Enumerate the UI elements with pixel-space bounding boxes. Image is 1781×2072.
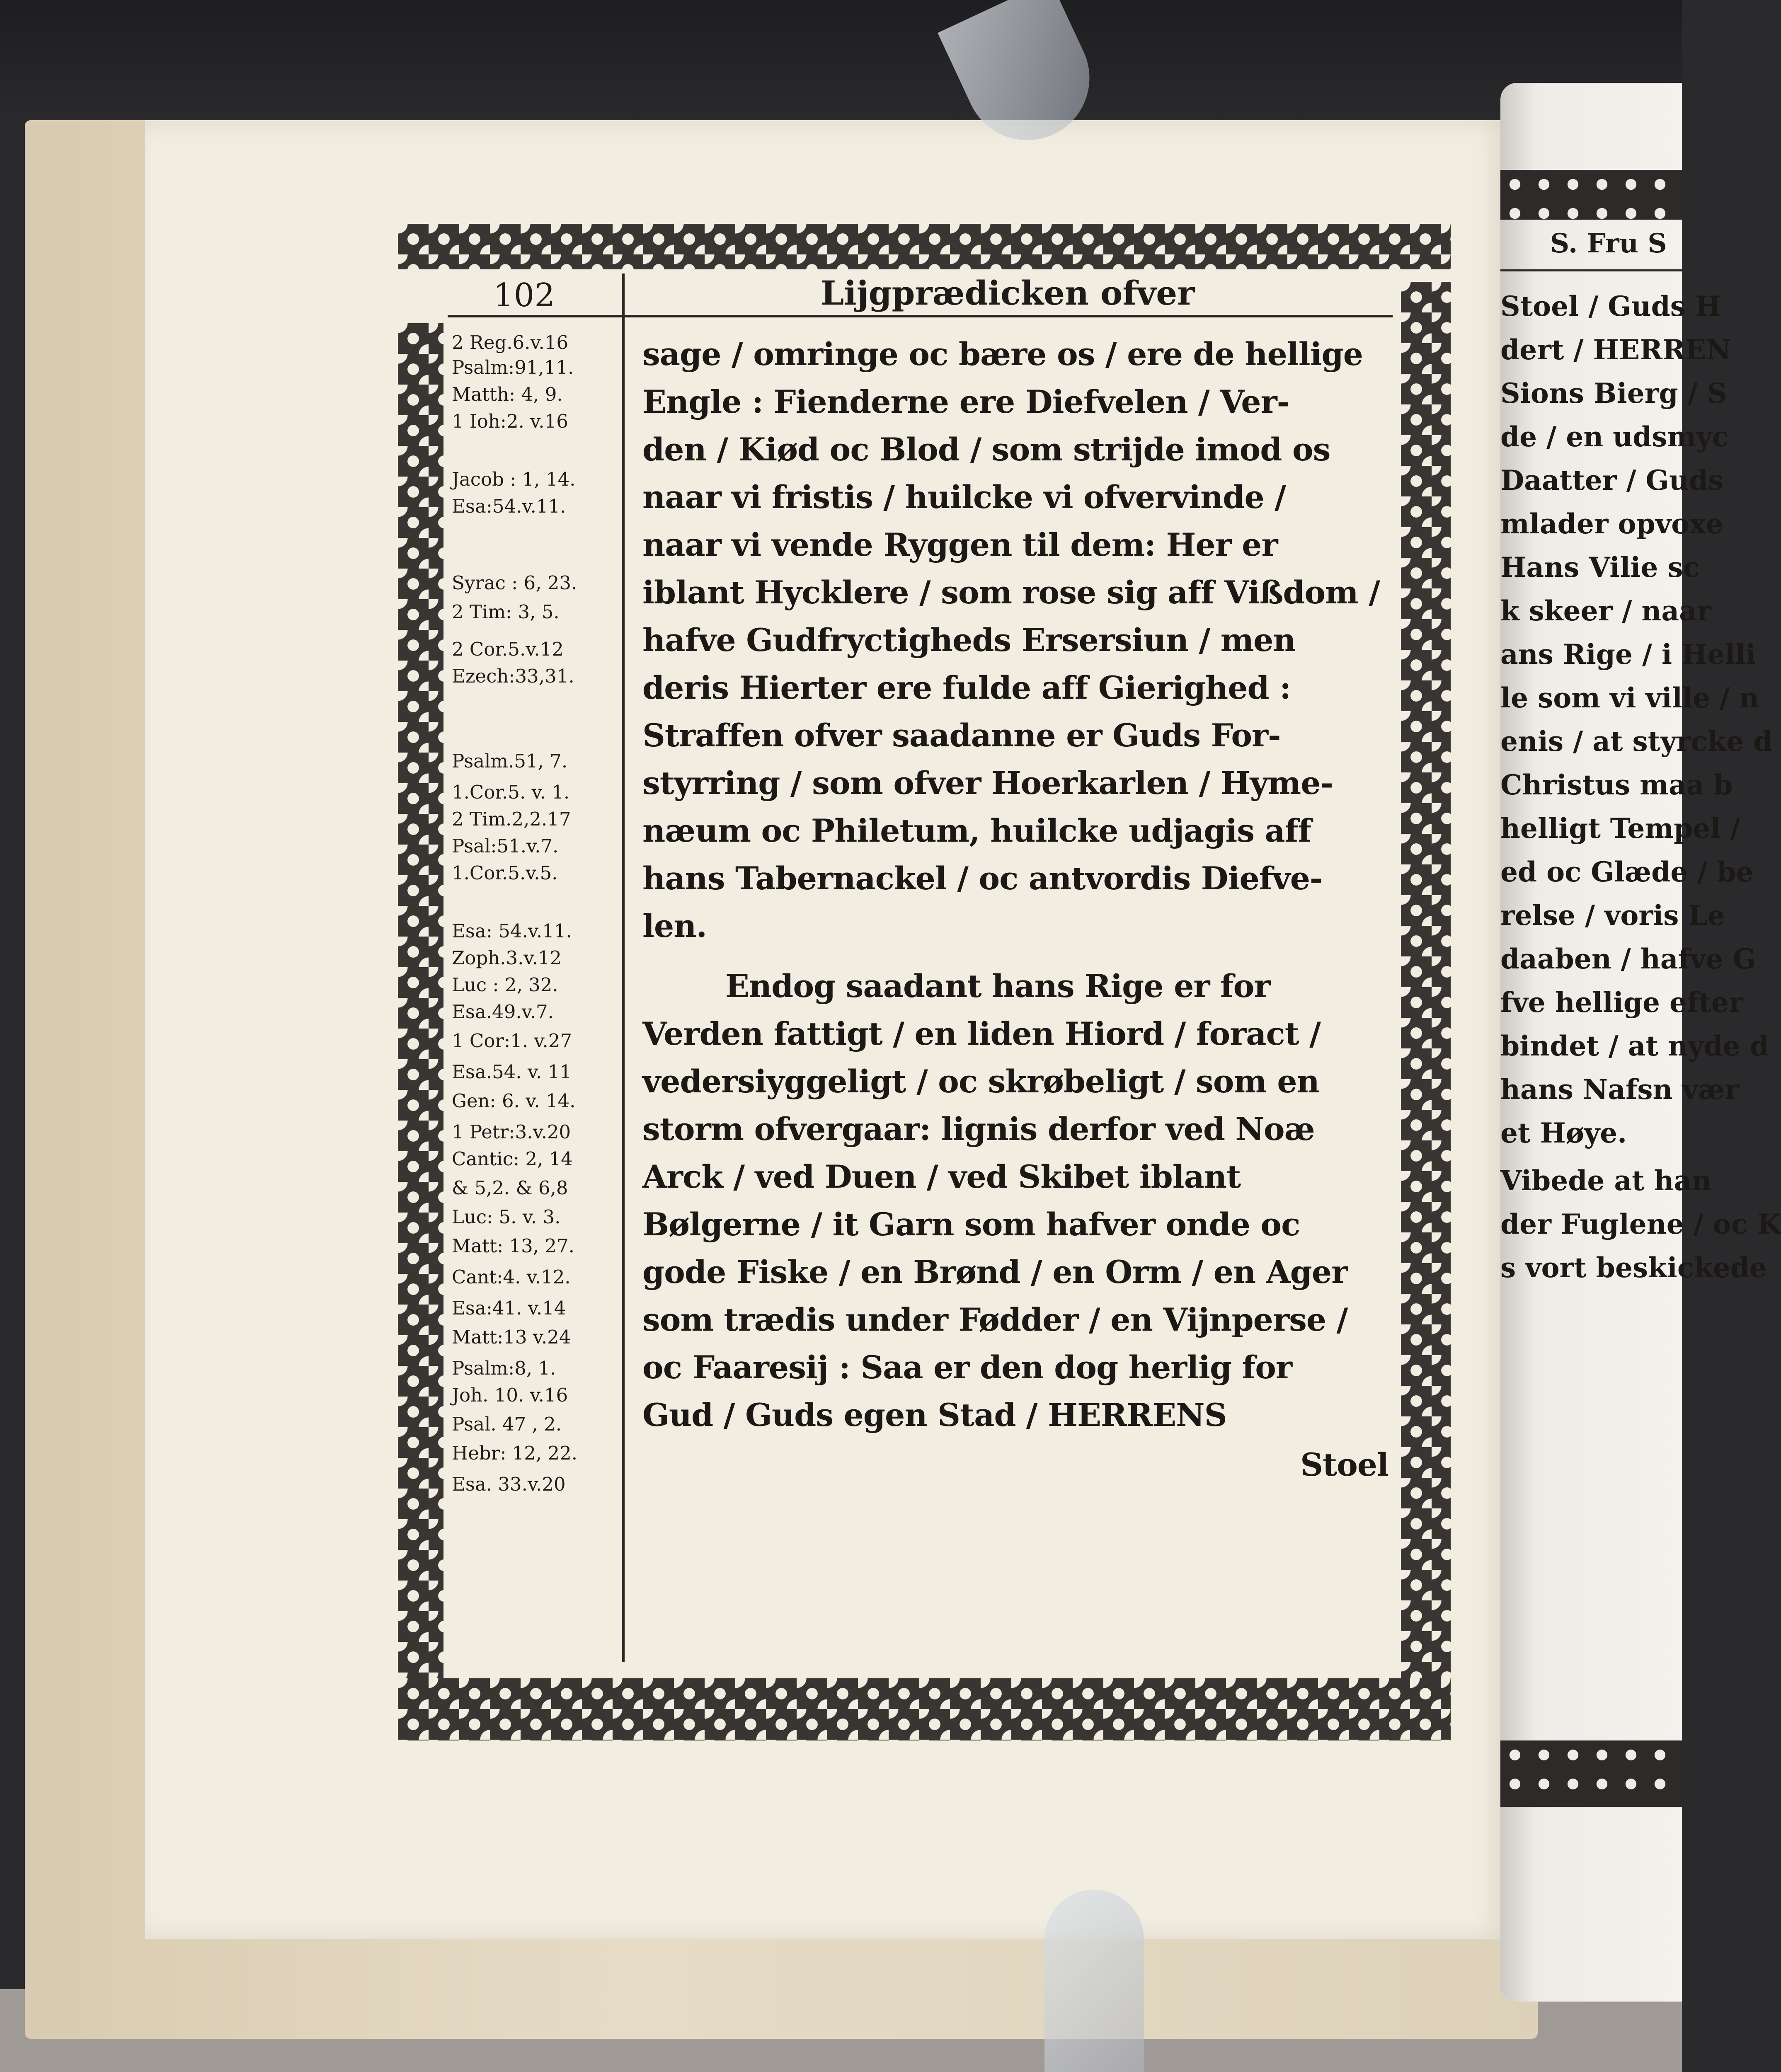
- margin-note: Esa.54. v. 11: [452, 1061, 572, 1083]
- margin-note: Cantic: 2, 14: [452, 1148, 573, 1170]
- catchword: Stoel: [1300, 1446, 1388, 1483]
- margin-note: 1 Petr:3.v.20: [452, 1121, 571, 1143]
- facing-text-line: enis / at styrcke d: [1500, 725, 1773, 758]
- margin-note: Matt: 13, 27.: [452, 1235, 574, 1257]
- text-line: næum oc Philetum, huilcke udjagis aff: [642, 812, 1311, 849]
- page-clip-bottom: [1044, 1890, 1144, 2072]
- margin-note: Psal:51.v.7.: [452, 835, 559, 857]
- body-text: [642, 336, 1393, 1662]
- margin-note: Syrac : 6, 23.: [452, 572, 577, 594]
- facing-text-line: bindet / at nyde d: [1500, 1030, 1769, 1062]
- text-line: vedersiyggeligt / oc skrøbeligt / som en: [642, 1063, 1319, 1100]
- facing-text-line: Christus maa b: [1500, 769, 1733, 801]
- margin-note: 2 Tim.2,2.17: [452, 808, 571, 830]
- margin-note: Esa.49.v.7.: [452, 1001, 554, 1023]
- margin-note: Cant:4. v.12.: [452, 1266, 571, 1288]
- margin-note: 1.Cor.5. v. 1.: [452, 781, 570, 803]
- facing-page: [1500, 83, 1781, 2002]
- margin-notes: [452, 332, 618, 1658]
- facing-text-line: daaben / hafve G: [1500, 943, 1756, 975]
- margin-rule: [622, 323, 625, 1662]
- facing-text-line: Hans Vilie sc: [1500, 551, 1700, 583]
- margin-note: Joh. 10. v.16: [452, 1384, 568, 1406]
- text-line: naar vi vende Ryggen til dem: Her er: [642, 526, 1278, 563]
- text-line: oc Faaresij : Saa er den dog herlig for: [642, 1349, 1292, 1386]
- text-line: hans Tabernackel / oc antvordis Diefve-: [642, 860, 1323, 897]
- text-line: styrring / som ofver Hoerkarlen / Hyme-: [642, 765, 1333, 801]
- margin-note: Luc : 2, 32.: [452, 974, 558, 996]
- margin-note: 2 Tim: 3, 5.: [452, 601, 560, 623]
- margin-note: Luc: 5. v. 3.: [452, 1206, 561, 1228]
- margin-note: 1 Cor:1. v.27: [452, 1030, 572, 1052]
- ornament-border-left: [398, 323, 443, 1678]
- facing-text-line: helligt Tempel /: [1500, 812, 1740, 845]
- facing-text-line: dert / HERREN: [1500, 334, 1731, 366]
- ornament-border-right: [1401, 282, 1451, 1678]
- facing-ornament-top: [1500, 170, 1683, 220]
- facing-text-line: Daatter / Guds: [1500, 464, 1724, 496]
- margin-note: Gen: 6. v. 14.: [452, 1090, 576, 1112]
- facing-header-rule: [1500, 269, 1683, 271]
- text-line: hafve Gudfryctigheds Ersersiun / men: [642, 622, 1296, 658]
- facing-text-line: le som vi ville / n: [1500, 682, 1759, 714]
- facing-text-line: de / en udsmyc: [1500, 421, 1729, 453]
- ornament-border-bottom: [398, 1678, 1451, 1740]
- text-line: Gud / Guds egen Stad / HERRENS: [642, 1397, 1227, 1433]
- margin-note: Jacob : 1, 14.: [452, 468, 576, 490]
- margin-note: Matt:13 v.24: [452, 1326, 571, 1348]
- text-line: naar vi fristis / huilcke vi ofvervinde /: [642, 479, 1286, 516]
- facing-text-line: Vibede at han: [1500, 1164, 1712, 1197]
- margin-note: Matth: 4, 9.: [452, 383, 563, 405]
- facing-text-line: et Høye.: [1500, 1117, 1627, 1149]
- margin-note: Psalm.51, 7.: [452, 750, 568, 772]
- facing-text-line: der Fuglene / oc K: [1500, 1208, 1781, 1240]
- page-number: 102: [493, 277, 555, 314]
- margin-note: Psalm:8, 1.: [452, 1357, 556, 1379]
- facing-ornament-bottom: [1500, 1740, 1683, 1807]
- margin-note: Esa:41. v.14: [452, 1297, 566, 1319]
- facing-text-line: Stoel / Guds H: [1500, 290, 1721, 322]
- text-line: sage / omringe oc bære os / ere de hellige: [642, 336, 1363, 373]
- facing-text: [1500, 290, 1781, 1740]
- text-line: som trædis under Fødder / en Vijnperse /: [642, 1301, 1348, 1338]
- margin-note: Zoph.3.v.12: [452, 947, 562, 969]
- facing-text-line: relse / voris Le: [1500, 899, 1725, 932]
- facing-text-line: mlader opvoxe: [1500, 508, 1723, 540]
- facing-text-line: Sions Bierg / S: [1500, 377, 1727, 409]
- text-line: Verden fattigt / en liden Hiord / foract /: [642, 1015, 1321, 1052]
- text-line: Straffen ofver saadanne er Guds For-: [642, 717, 1281, 754]
- margin-note: Ezech:33,31.: [452, 665, 574, 687]
- margin-note: Psal. 47 , 2.: [452, 1413, 562, 1435]
- margin-note: 2 Cor.5.v.12: [452, 638, 564, 660]
- margin-note: 2 Reg.6.v.16: [452, 332, 569, 353]
- facing-text-line: ed oc Glæde / be: [1500, 856, 1754, 888]
- facing-running-head: S. Fru S: [1550, 228, 1667, 259]
- dark-backdrop: [0, 0, 1682, 137]
- facing-text-line: hans Nafsn vær: [1500, 1073, 1739, 1106]
- text-line: iblant Hycklere / som rose sig aff Vißdom /: [642, 574, 1380, 611]
- margin-note: Esa. 33.v.20: [452, 1473, 566, 1495]
- facing-text-line: fve hellige efter: [1500, 986, 1743, 1019]
- running-title: Lijgprædicken ofver: [821, 274, 1195, 312]
- facing-text-line: ans Rige / i Helli: [1500, 638, 1756, 670]
- margin-note: 1 Ioh:2. v.16: [452, 410, 568, 432]
- text-line: Bølgerne / it Garn som hafver onde oc: [642, 1206, 1300, 1243]
- text-line: Arck / ved Duen / ved Skibet iblant: [642, 1158, 1241, 1195]
- text-line: storm ofvergaar: lignis derfor ved Noæ: [642, 1111, 1315, 1147]
- text-line: len.: [642, 908, 707, 944]
- margin-note: Hebr: 12, 22.: [452, 1442, 578, 1464]
- margin-note: Psalm:91,11.: [452, 356, 574, 378]
- margin-note: & 5,2. & 6,8: [452, 1177, 568, 1199]
- margin-note: Esa:54.v.11.: [452, 495, 566, 517]
- margin-note: 1.Cor.5.v.5.: [452, 862, 558, 884]
- ornament-border-top: [398, 224, 1451, 269]
- text-line: Engle : Fienderne ere Diefvelen / Ver-: [642, 383, 1290, 420]
- margin-note: Esa: 54.v.11.: [452, 920, 572, 942]
- text-line: gode Fiske / en Brønd / en Orm / en Ager: [642, 1254, 1348, 1290]
- facing-text-line: k skeer / naar: [1500, 595, 1711, 627]
- text-line: deris Hierter ere fulde aff Gierighed :: [642, 669, 1291, 706]
- text-line: den / Kiød oc Blod / som strijde imod os: [642, 431, 1330, 468]
- text-line: Endog saadant hans Rige er for: [725, 968, 1270, 1005]
- facing-text-line: s vort beskickede: [1500, 1251, 1767, 1284]
